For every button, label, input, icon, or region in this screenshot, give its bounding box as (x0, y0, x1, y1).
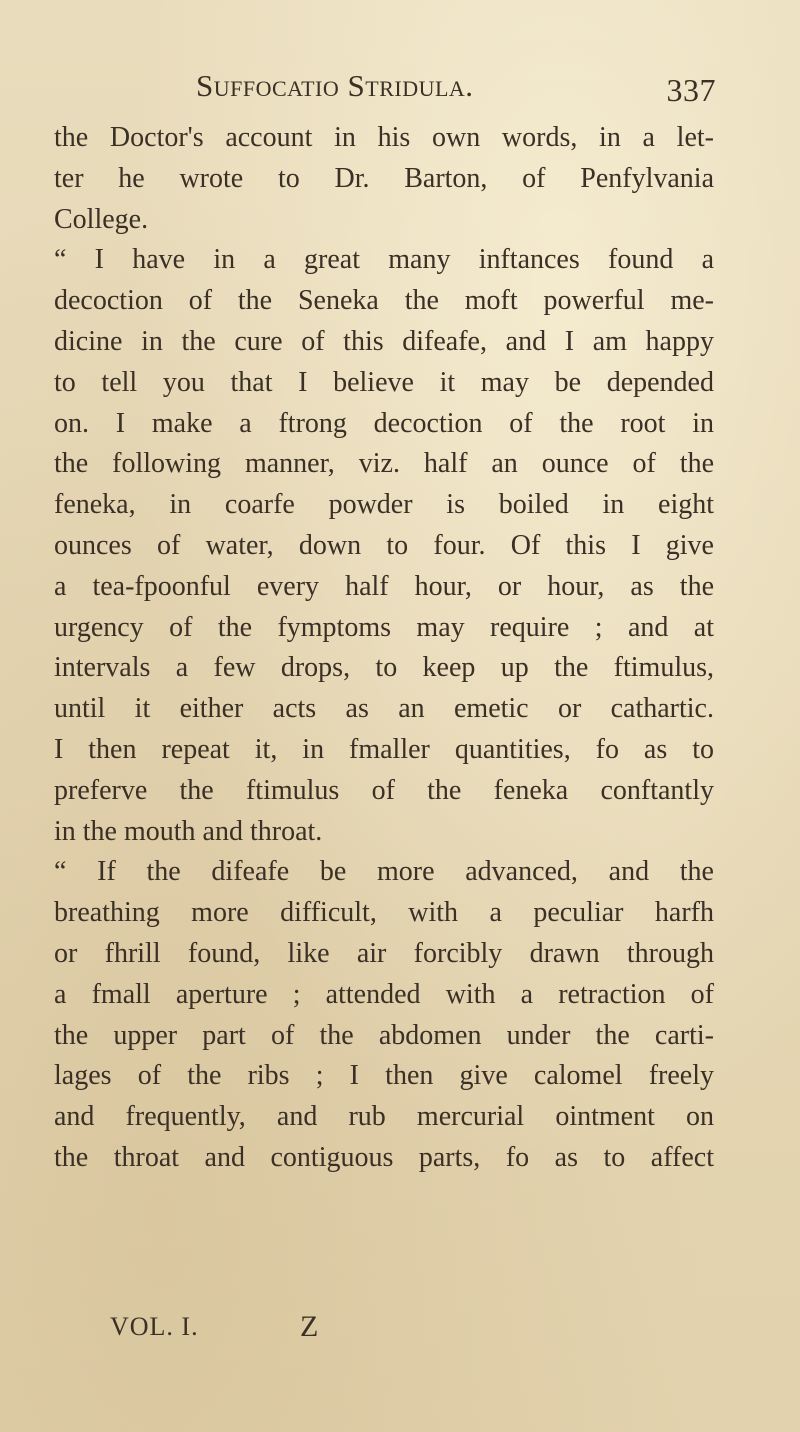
text-line: a tea-fpoonful every half hour, or hour, as the (54, 570, 714, 602)
text-line: I then repeat it, in fmaller quantities, fo as to (54, 733, 714, 765)
text-line: intervals a few drops, to keep up the ftimulus, (54, 652, 714, 684)
text-line: “ I have in a great many inftances found a (54, 244, 714, 276)
running-head (196, 68, 716, 112)
text-line: ter he wrote to Dr. Barton, of Penfylvania (54, 162, 714, 194)
signature-mark: Z (300, 1310, 319, 1343)
page-number: 337 (666, 72, 716, 108)
text-line: the following manner, viz. half an ounce of the (54, 448, 714, 480)
text-line: College. (54, 203, 149, 235)
text-line: the Doctor's account in his own words, in a let- (54, 122, 714, 153)
text-line: breathing more difficult, with a peculiar harfh (54, 897, 714, 929)
text-line: in the mouth and throat. (54, 815, 323, 847)
text-line: a fmall aperture ; attended with a retraction of (54, 978, 714, 1010)
text-line: preferve the ftimulus of the feneka conftantly (54, 774, 714, 806)
text-line: the throat and contiguous parts, fo as to affect (54, 1141, 714, 1173)
text-line: decoction of the Seneka the moft powerful me- (54, 285, 714, 317)
text-line: the upper part of the abdomen under the carti- (54, 1019, 714, 1051)
text-line: until it either acts as an emetic or cathartic. (54, 693, 714, 725)
text-line: ounces of water, down to four. Of this I give (54, 529, 714, 561)
text-line: urgency of the fymptoms may require ; and at (54, 611, 714, 643)
text-line: or fhrill found, like air forcibly drawn through (54, 937, 714, 969)
page-footer (110, 1312, 410, 1352)
text-line: “ If the difeafe be more advanced, and the (54, 856, 714, 888)
text-line: lages of the ribs ; I then give calomel freely (54, 1060, 714, 1092)
volume-marker: VOL. I. (110, 1312, 199, 1341)
text-line: feneka, in coarfe powder is boiled in eight (54, 489, 714, 521)
running-title: Suffocatio Stridula. (196, 68, 474, 103)
text-line: dicine in the cure of this difeafe, and I am happy (54, 325, 714, 357)
text-line: on. I make a ftrong decoction of the root in (54, 407, 714, 439)
body-text (54, 118, 714, 1179)
text-line: and frequently, and rub mercurial ointment on (54, 1101, 714, 1133)
text-line: to tell you that I believe it may be depended (54, 366, 714, 398)
